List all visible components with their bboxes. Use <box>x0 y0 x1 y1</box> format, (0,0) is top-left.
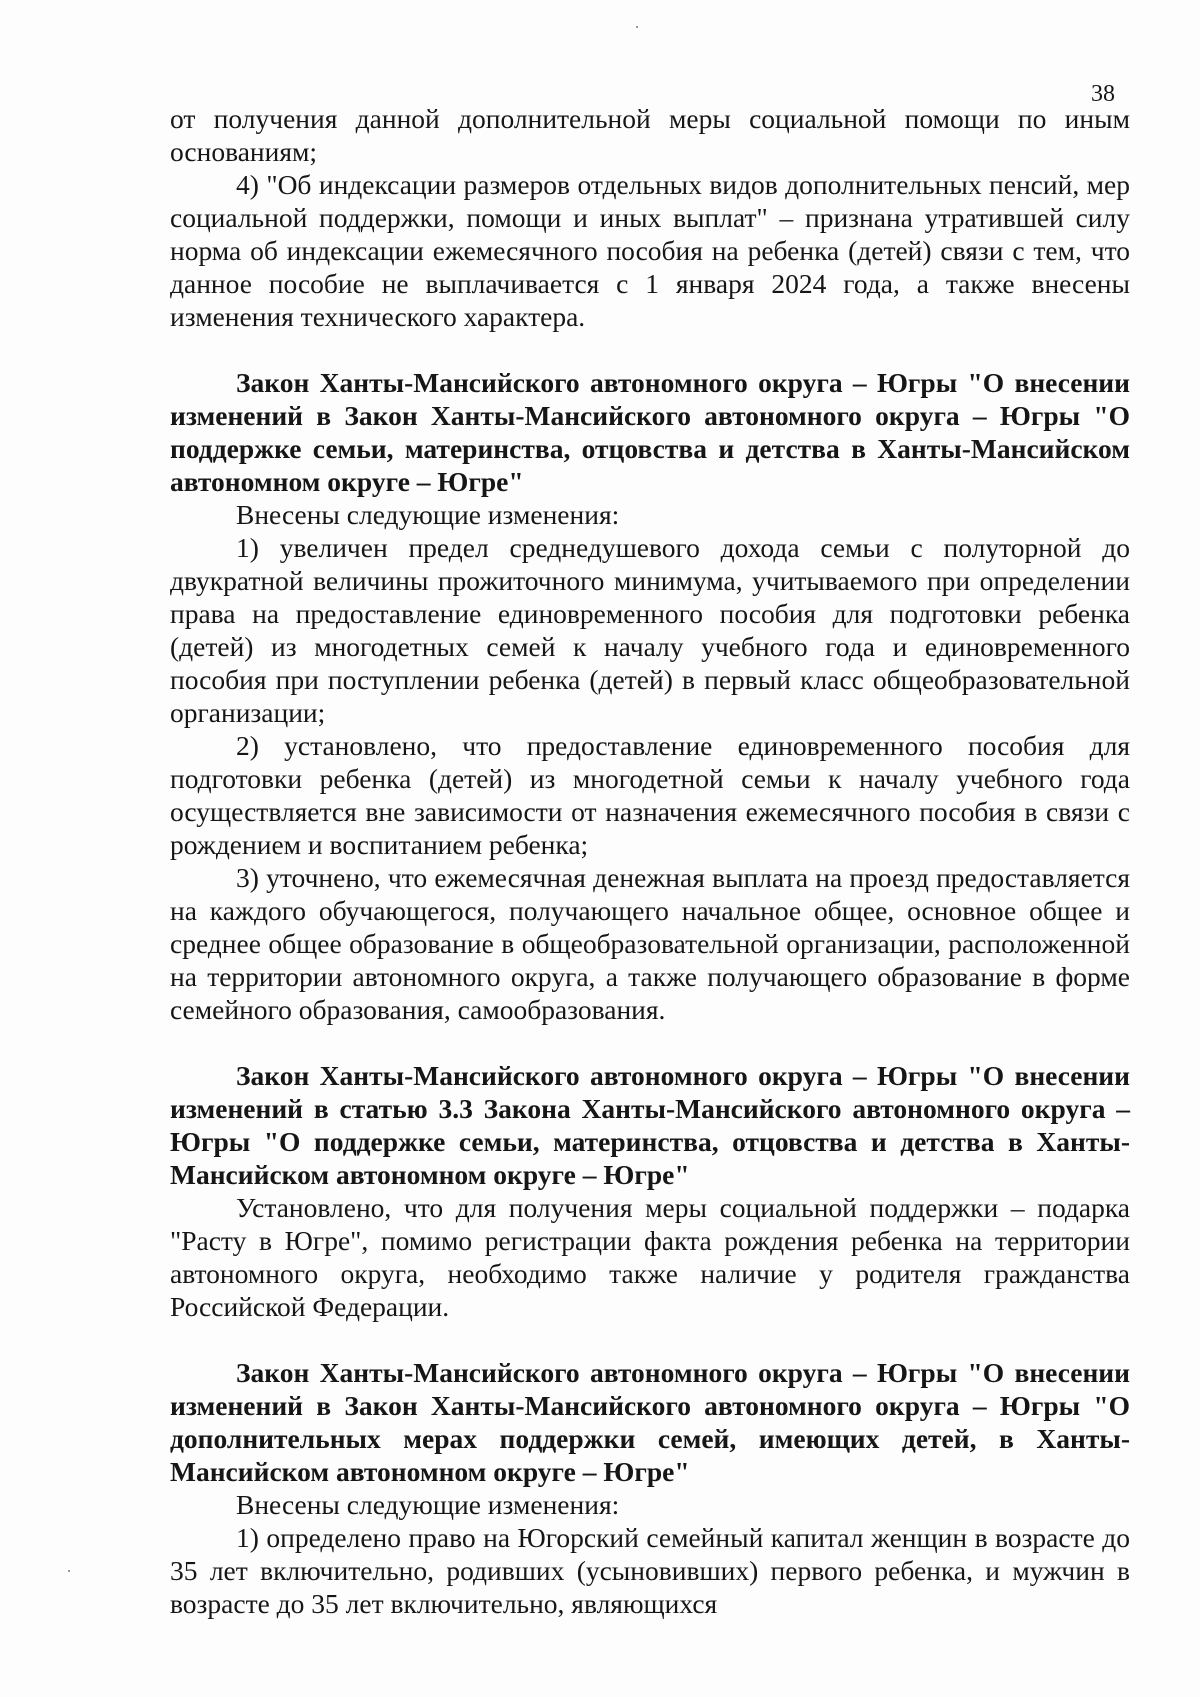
law-paragraph: 1) увеличен предел среднедушевого дохода семьи с полуторной до двукратной величины прожиточного минимума, учитываемого при определении права на предоставление единовременного пособия для подготовки ребенка (детей) из многодетных семей к началу учебного года и единовременного пособия при поступлении ребенка (детей) в первый класс общеобразовательной организации; <box>170 532 1130 728</box>
scan-speck <box>636 26 638 28</box>
law-title: Закон Ханты-Мансийского автономного округа – Югры "О внесении изменений в статью 3.3 Закона Ханты-Мансийского автономного округа – Югры "О поддержке семьи, материнства, отцовства и детства в Ханты-Мансийском автономном округе – Югре" <box>170 1060 1130 1190</box>
law-section-3 <box>170 1356 1130 1620</box>
law-paragraph: Установлено, что для получения меры социальной поддержки – подарка "Расту в Югре", помимо регистрации факта рождения ребенка на территории автономного округа, необходимо также наличие у родителя гражданства Российской Федерации. <box>170 1192 1130 1322</box>
law-paragraph: Внесены следующие изменения: <box>236 1489 620 1520</box>
law-paragraph: 1) определено право на Югорский семейный капитал женщин в возрасте до 35 лет включительно, родивших (усыновивших) первого ребенка, и мужчин в возрасте до 35 лет включительно, являющихся <box>170 1522 1130 1619</box>
law-section-1 <box>170 366 1130 1026</box>
document-body <box>170 102 1130 1620</box>
scan-speck <box>68 1570 70 1572</box>
intro-paragraph: 4) "Об индексации размеров отдельных видов дополнительных пенсий, мер социальной поддержки, помощи и иных выплат" – признана утратившей силу норма об индексации ежемесячного пособия на ребенка (детей) связи с тем, что данное пособие не выплачивается с 1 января 2024 года, а также внесены изменения технического характера. <box>170 169 1130 332</box>
page-number: 38 <box>1091 81 1115 107</box>
law-paragraph: 3) уточнено, что ежемесячная денежная выплата на проезд предоставляется на каждого обучающегося, получающего начальное общее, основное общее и среднее общее образование в общеобразовательной организации, расположенной на территории автономного округа, а также получающего образование в форме семейного образования, самообразования. <box>170 862 1130 1025</box>
law-section-2 <box>170 1059 1130 1323</box>
intro-paragraph: от получения данной дополнительной меры социальной помощи по иным основаниям; <box>170 103 1130 167</box>
law-title: Закон Ханты-Мансийского автономного округа – Югры "О внесении изменений в Закон Ханты-Мансийского автономного округа – Югры "О поддержке семьи, материнства, отцовства и детства в Ханты-Мансийском автономном округе – Югре" <box>170 367 1130 497</box>
law-paragraph: 2) установлено, что предоставление единовременного пособия для подготовки ребенка (детей) из многодетной семьи к началу учебного года осуществляется вне зависимости от назначения ежемесячного пособия в связи с рождением и воспитанием ребенка; <box>170 730 1130 860</box>
law-paragraph: Внесены следующие изменения: <box>236 499 620 530</box>
law-title: Закон Ханты-Мансийского автономного округа – Югры "О внесении изменений в Закон Ханты-Мансийского автономного округа – Югры "О дополнительных мерах поддержки семей, имеющих детей, в Ханты-Мансийском автономном округе – Югре" <box>170 1357 1130 1487</box>
